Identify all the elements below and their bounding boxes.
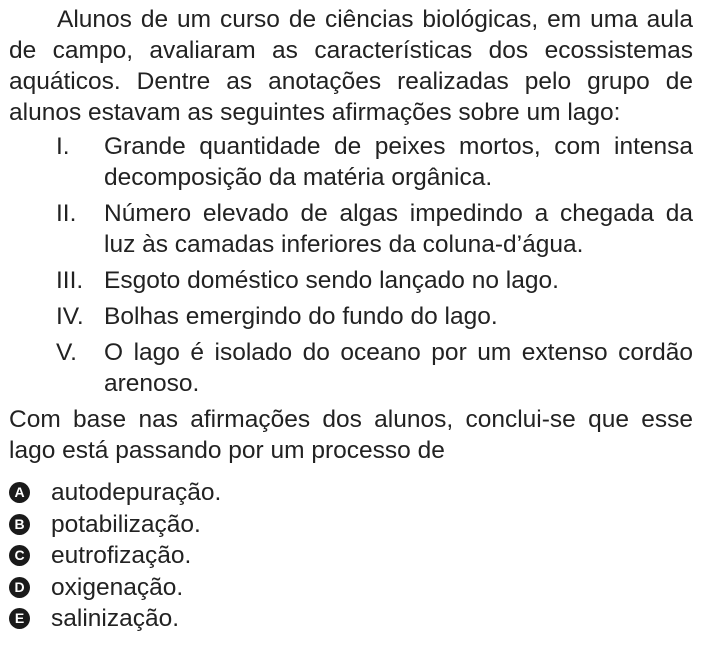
option-text: potabilização. (51, 510, 201, 538)
answer-option-a[interactable] (9, 477, 693, 509)
statement-item (9, 131, 693, 193)
statement-numeral: IV. (56, 303, 84, 330)
option-text: autodepuração. (51, 479, 222, 507)
statement-numeral: II. (56, 200, 77, 227)
answer-option-b[interactable] (9, 509, 693, 541)
statement-numeral: III. (56, 267, 84, 294)
answer-options (9, 477, 693, 635)
statement-list (9, 131, 693, 399)
statement-item (9, 301, 693, 332)
option-letter-badge: E (9, 608, 30, 629)
option-text: salinização. (51, 605, 180, 633)
statement-text: Bolhas emergindo do fundo do lago. (104, 303, 498, 330)
statement-numeral: I. (56, 133, 70, 160)
question-stem: Com base nas afirmações dos alunos, conclui-se que esse lago está passando por um processo de (9, 406, 693, 464)
statement-item (9, 265, 693, 296)
question-block (9, 4, 693, 635)
option-letter-badge: A (9, 482, 30, 503)
statement-text: O lago é isolado do oceano por um extenso cordão arenoso. (104, 339, 693, 397)
statement-item (9, 337, 693, 399)
statement-numeral: V. (56, 339, 77, 366)
question-intro: Alunos de um curso de ciências biológicas, em uma aula de campo, avaliaram as características dos ecossistemas aquáticos. Dentre as anotações realizadas pelo grupo de alunos estavam as seguintes afirmações sobre um lago: (9, 6, 693, 126)
option-letter-badge: D (9, 577, 30, 598)
option-letter-badge: C (9, 545, 30, 566)
option-letter-badge: B (9, 514, 30, 535)
statement-text: Esgoto doméstico sendo lançado no lago. (104, 267, 559, 294)
option-text: eutrofização. (51, 542, 192, 570)
statement-text: Grande quantidade de peixes mortos, com intensa decomposição da matéria orgânica. (104, 133, 693, 191)
answer-option-c[interactable] (9, 540, 693, 572)
statement-text: Número elevado de algas impedindo a chegada da luz às camadas inferiores da coluna-d’água. (104, 200, 693, 258)
answer-option-d[interactable] (9, 572, 693, 604)
answer-option-e[interactable] (9, 603, 693, 635)
option-text: oxigenação. (51, 573, 184, 601)
statement-item (9, 198, 693, 260)
